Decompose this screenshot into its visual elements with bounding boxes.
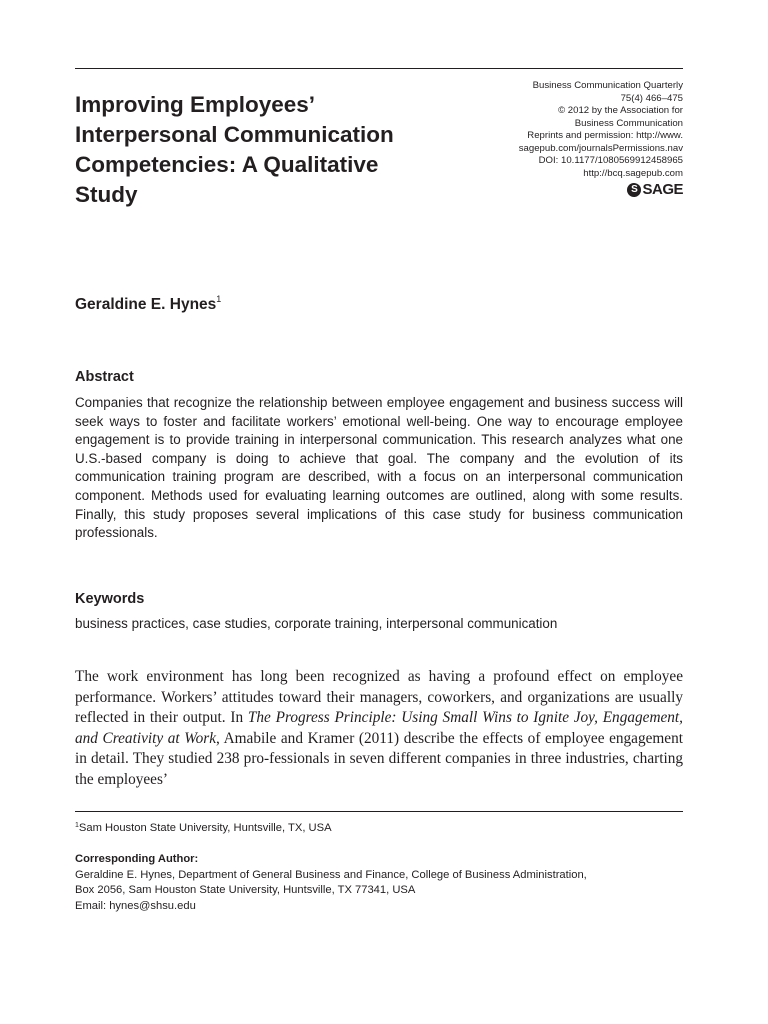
body-text-part-2: , Amabile and Kramer (2011) describe the effects of employee engagement in detail. They studied 238 pro-fessionals in seven different companies in three industries, charting the employees’	[75, 729, 683, 788]
corresponding-author-email[interactable]: Email: hynes@shsu.edu	[75, 899, 196, 912]
journal-meta	[470, 80, 683, 198]
corresponding-author-address-2: Box 2056, Sam Houston State University, Huntsville, TX 77341, USA	[75, 884, 416, 896]
body-paragraph	[75, 667, 683, 790]
journal-name: Business Communication Quarterly	[532, 80, 683, 91]
keywords-text: business practices, case studies, corporate training, interpersonal communication	[75, 616, 558, 631]
reprints-url[interactable]: sagepub.com/journalsPermissions.nav	[518, 142, 683, 154]
article-title: Improving Employees’ Interpersonal Communication Competencies: A Qualitative Study	[75, 92, 394, 207]
footnote-rule	[75, 811, 683, 812]
affiliation-mark: 1	[216, 294, 222, 304]
volume-pages: 75(4) 466–475	[620, 92, 683, 104]
journal-url[interactable]: http://bcq.sagepub.com	[583, 167, 683, 179]
copyright-line: © 2012 by the Association for	[558, 105, 683, 116]
header-rule	[75, 68, 683, 69]
publisher-logo	[470, 182, 683, 198]
affiliation-footnote	[75, 822, 332, 834]
corresponding-author-address-1: Geraldine E. Hynes, Department of General Business and Finance, College of Business Administration,	[75, 868, 587, 881]
keywords-heading: Keywords	[75, 591, 145, 607]
abstract-text: Companies that recognize the relationship between employee engagement and business success will seek ways to foster and facilitate workers’ emotional well-being. One way to encourage employee engagement is to provide training in interpersonal communication. This research analyzes what one U.S.-based company is doing to achieve that goal. The company and the evolution of its communication training program are described, with a focus on an interpersonal communication component. Methods used for evaluating learning outcomes are outlined, along with some results. Finally, this study proposes several implications of this case study for business communication professionals.	[75, 395, 683, 541]
body-text-part-1: The work environment has long been recognized as having a profound effect on employee performance. Workers’ attitudes toward their managers, coworkers, and organizations are usually reflected in their output. In	[75, 668, 683, 726]
sage-s-icon: S	[627, 183, 641, 197]
publisher-logo-text: SAGE	[642, 181, 683, 198]
corresponding-author-label: Corresponding Author:	[75, 853, 199, 865]
corresponding-author	[75, 852, 683, 914]
abstract-heading: Abstract	[75, 369, 134, 385]
author-name-text: Geraldine E. Hynes	[75, 296, 217, 313]
reprints-line[interactable]: Reprints and permission: http://www.	[527, 130, 683, 141]
footnote-text: Sam Houston State University, Huntsville, TX, USA	[78, 822, 332, 834]
author-name	[75, 294, 221, 314]
footnote-mark: 1	[75, 822, 79, 829]
doi[interactable]: DOI: 10.1177/1080569912458965	[538, 155, 683, 166]
copyright-holder: Business Communication	[574, 117, 683, 129]
book-title-italic: The Progress Principle: Using Small Wins to Ignite Joy, Engagement, and Creativity at Work	[75, 709, 683, 747]
